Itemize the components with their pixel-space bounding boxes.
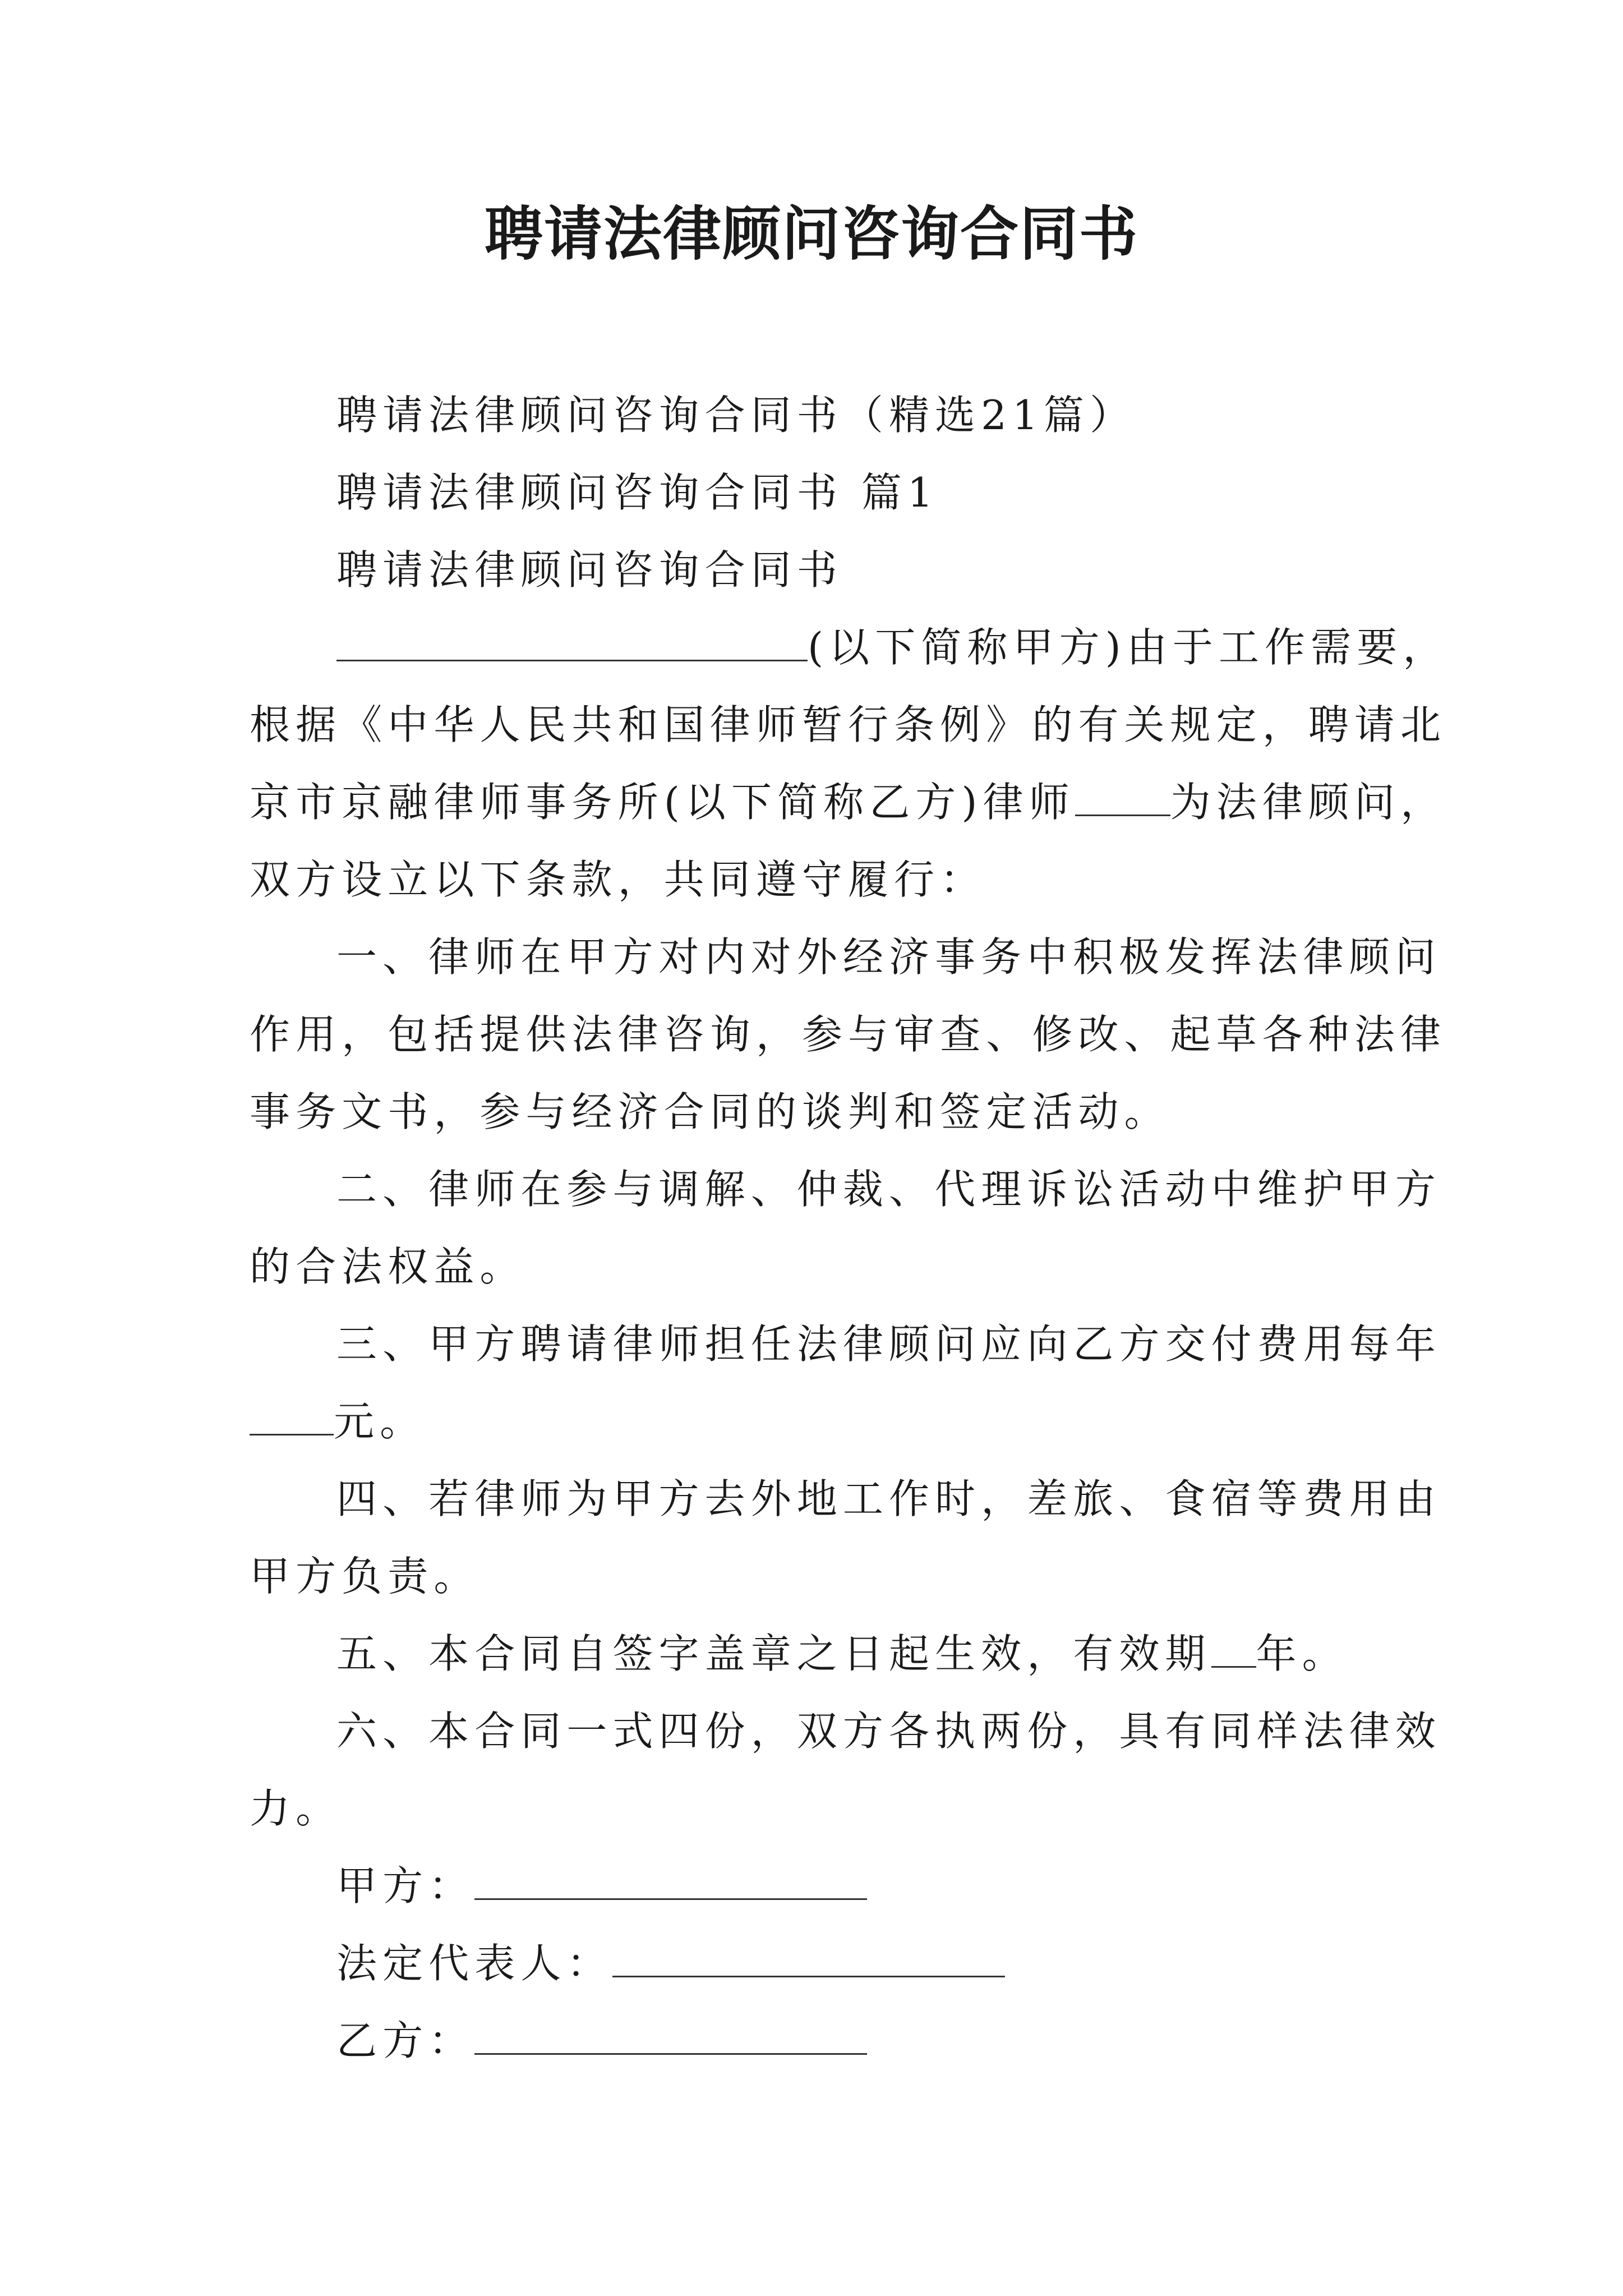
clause-2-line-1: 二、律师在参与调解、仲裁、代理诉讼活动中维护甲方: [336, 1166, 1441, 1213]
subtitle: 聘请法律顾问咨询合同书（精选21篇）: [336, 392, 1136, 439]
clause-5-text: 五、本合同自签字盖章之日起生效，有效期: [336, 1630, 1211, 1677]
clause-4-line-2: 甲方负责。: [250, 1553, 480, 1600]
preamble-line-3: [250, 774, 1446, 830]
clause-3-line-2-text: 元。: [334, 1398, 426, 1445]
annual-fee-blank: [250, 1395, 334, 1435]
party-a-signature-blank: [474, 1859, 867, 1900]
preamble-line-3-suffix: 为法律顾问，: [1170, 779, 1447, 826]
party-b-label: 乙方：: [336, 2017, 475, 2064]
chapter-heading: 聘请法律顾问咨询合同书 篇1: [336, 469, 939, 516]
clause-3-line-2: [250, 1393, 426, 1450]
clause-4-line-1: 四、若律师为甲方去外地工作时，差旅、食宿等费用由: [336, 1475, 1441, 1522]
party-b-signature-blank: [474, 2014, 867, 2055]
clause-1-line-3: 事务文书，参与经济合同的谈判和签定活动。: [250, 1088, 1170, 1135]
clause-5-line: [336, 1626, 1348, 1682]
clause-5-suffix: 年。: [1256, 1630, 1348, 1677]
legal-rep-signature-blank: [612, 1936, 1005, 1977]
preamble-line-1: [336, 619, 1449, 675]
document-title: 聘请法律顾问咨询合同书: [484, 200, 1138, 268]
preamble-line-2: 根据《中华人民共和国律师暂行条例》的有关规定，聘请北: [250, 701, 1447, 748]
preamble-line-4: 双方设立以下条款，共同遵守履行：: [250, 856, 986, 903]
validity-years-blank: [1211, 1627, 1256, 1668]
signature-legal-rep: [336, 1935, 1005, 1991]
signature-party-b: [336, 2013, 867, 2069]
clause-2-line-2: 的合法权益。: [250, 1243, 526, 1290]
contract-heading: 聘请法律顾问咨询合同书: [336, 546, 843, 593]
signature-party-a: [336, 1858, 867, 1914]
clause-1-line-2: 作用，包括提供法律咨询，参与审查、修改、起草各种法律: [250, 1011, 1447, 1058]
clause-6-line-1: 六、本合同一式四份，双方各执两份，具有同样法律效: [336, 1708, 1441, 1755]
party-a-name-blank: [336, 620, 808, 661]
clause-3-line-1: 三、甲方聘请律师担任法律顾问应向乙方交付费用每年: [336, 1320, 1441, 1368]
clause-6-line-2: 力。: [250, 1785, 342, 1832]
legal-rep-label: 法定代表人：: [336, 1940, 613, 1987]
preamble-line-1-text: (以下简称甲方)由于工作需要，: [808, 624, 1449, 671]
preamble-line-3-text: 京市京融律师事务所(以下简称乙方)律师: [250, 779, 1075, 826]
clause-1-line-1: 一、律师在甲方对内对外经济事务中积极发挥法律顾问: [336, 933, 1441, 981]
party-a-label: 甲方：: [336, 1862, 475, 1910]
lawyer-name-blank: [1075, 775, 1170, 816]
